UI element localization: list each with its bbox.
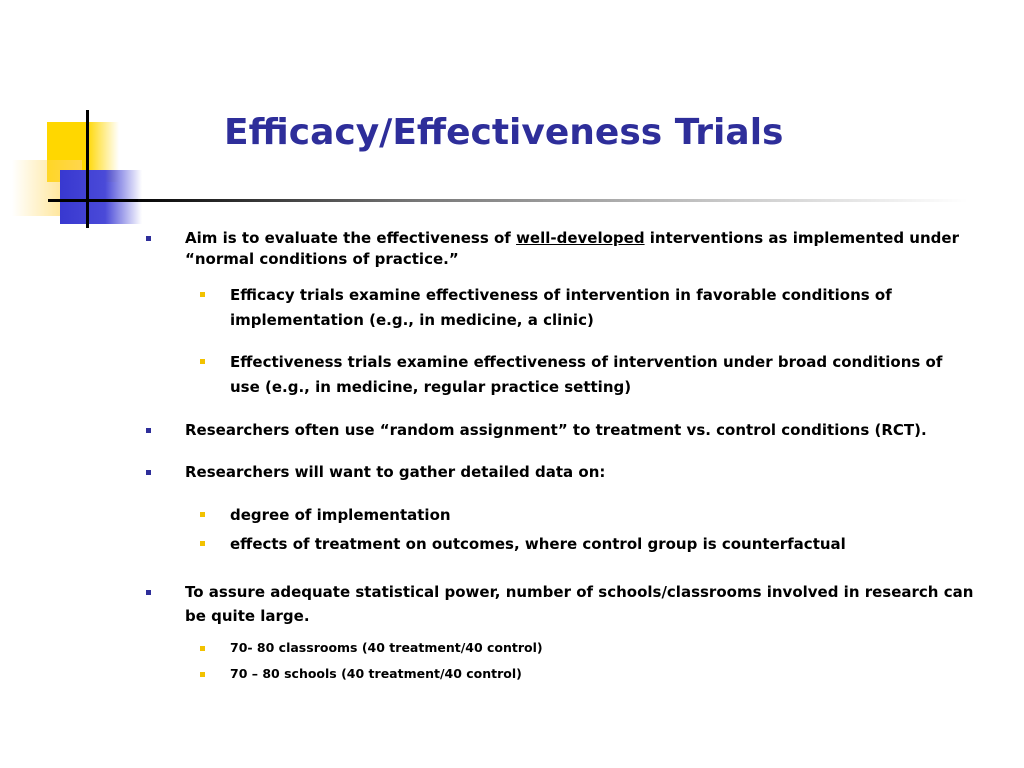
bullet-aim-text-before: Aim is to evaluate the effectiveness of — [185, 229, 517, 247]
sub-bullet-efficacy-trials-text: Efficacy trials examine effectiveness of intervention in favorable conditions of implementation (e.g., in medicine, a clinic) — [230, 286, 892, 329]
bullet-detailed-data — [185, 462, 975, 483]
bullet-random-assignment — [185, 420, 975, 441]
sub-bullet-degree-of-implementation — [230, 503, 970, 528]
sub-bullet-classrooms — [230, 639, 970, 657]
sub-bullet-schools-text: 70 – 80 schools (40 treatment/40 control) — [230, 666, 522, 681]
bullet-square-icon — [146, 428, 151, 433]
sub-bullet-schools — [230, 665, 970, 683]
sub-bullet-efficacy-trials — [230, 283, 970, 333]
bullet-aim-underlined-text: well-developed — [516, 229, 645, 247]
bullet-aim — [185, 228, 975, 270]
bullet-aim-text-after: interventions as implemented under “normal conditions of practice.” — [185, 229, 959, 268]
bullet-random-assignment-text: Researchers often use “random assignment” to treatment vs. control conditions (RCT). — [185, 421, 927, 439]
bullet-square-icon — [146, 470, 151, 475]
sub-bullet-effects-of-treatment — [230, 532, 970, 557]
sub-bullet-square-icon — [200, 512, 205, 517]
sub-bullet-square-icon — [200, 672, 205, 677]
sub-bullet-square-icon — [200, 541, 205, 546]
sub-bullet-square-icon — [200, 292, 205, 297]
sub-bullet-classrooms-text: 70- 80 classrooms (40 treatment/40 control) — [230, 640, 543, 655]
bullet-detailed-data-text: Researchers will want to gather detailed data on: — [185, 463, 606, 481]
sub-bullet-square-icon — [200, 646, 205, 651]
bullet-statistical-power — [185, 580, 975, 628]
bullet-square-icon — [146, 590, 151, 595]
sub-bullet-degree-of-implementation-text: degree of implementation — [230, 506, 451, 524]
sub-bullet-effectiveness-trials — [230, 350, 970, 400]
bullet-square-icon — [146, 236, 151, 241]
sub-bullet-effectiveness-trials-text: Effectiveness trials examine effectiveness of intervention under broad conditions of use (e.g., in medicine, regular practice setting) — [230, 353, 943, 396]
sub-bullet-square-icon — [200, 359, 205, 364]
bullet-statistical-power-text: To assure adequate statistical power, number of schools/classrooms involved in research can be quite large. — [185, 583, 974, 625]
sub-bullet-effects-of-treatment-text: effects of treatment on outcomes, where control group is counterfactual — [230, 535, 846, 553]
slide-title: Efficacy/Effectiveness Trials — [224, 112, 784, 153]
